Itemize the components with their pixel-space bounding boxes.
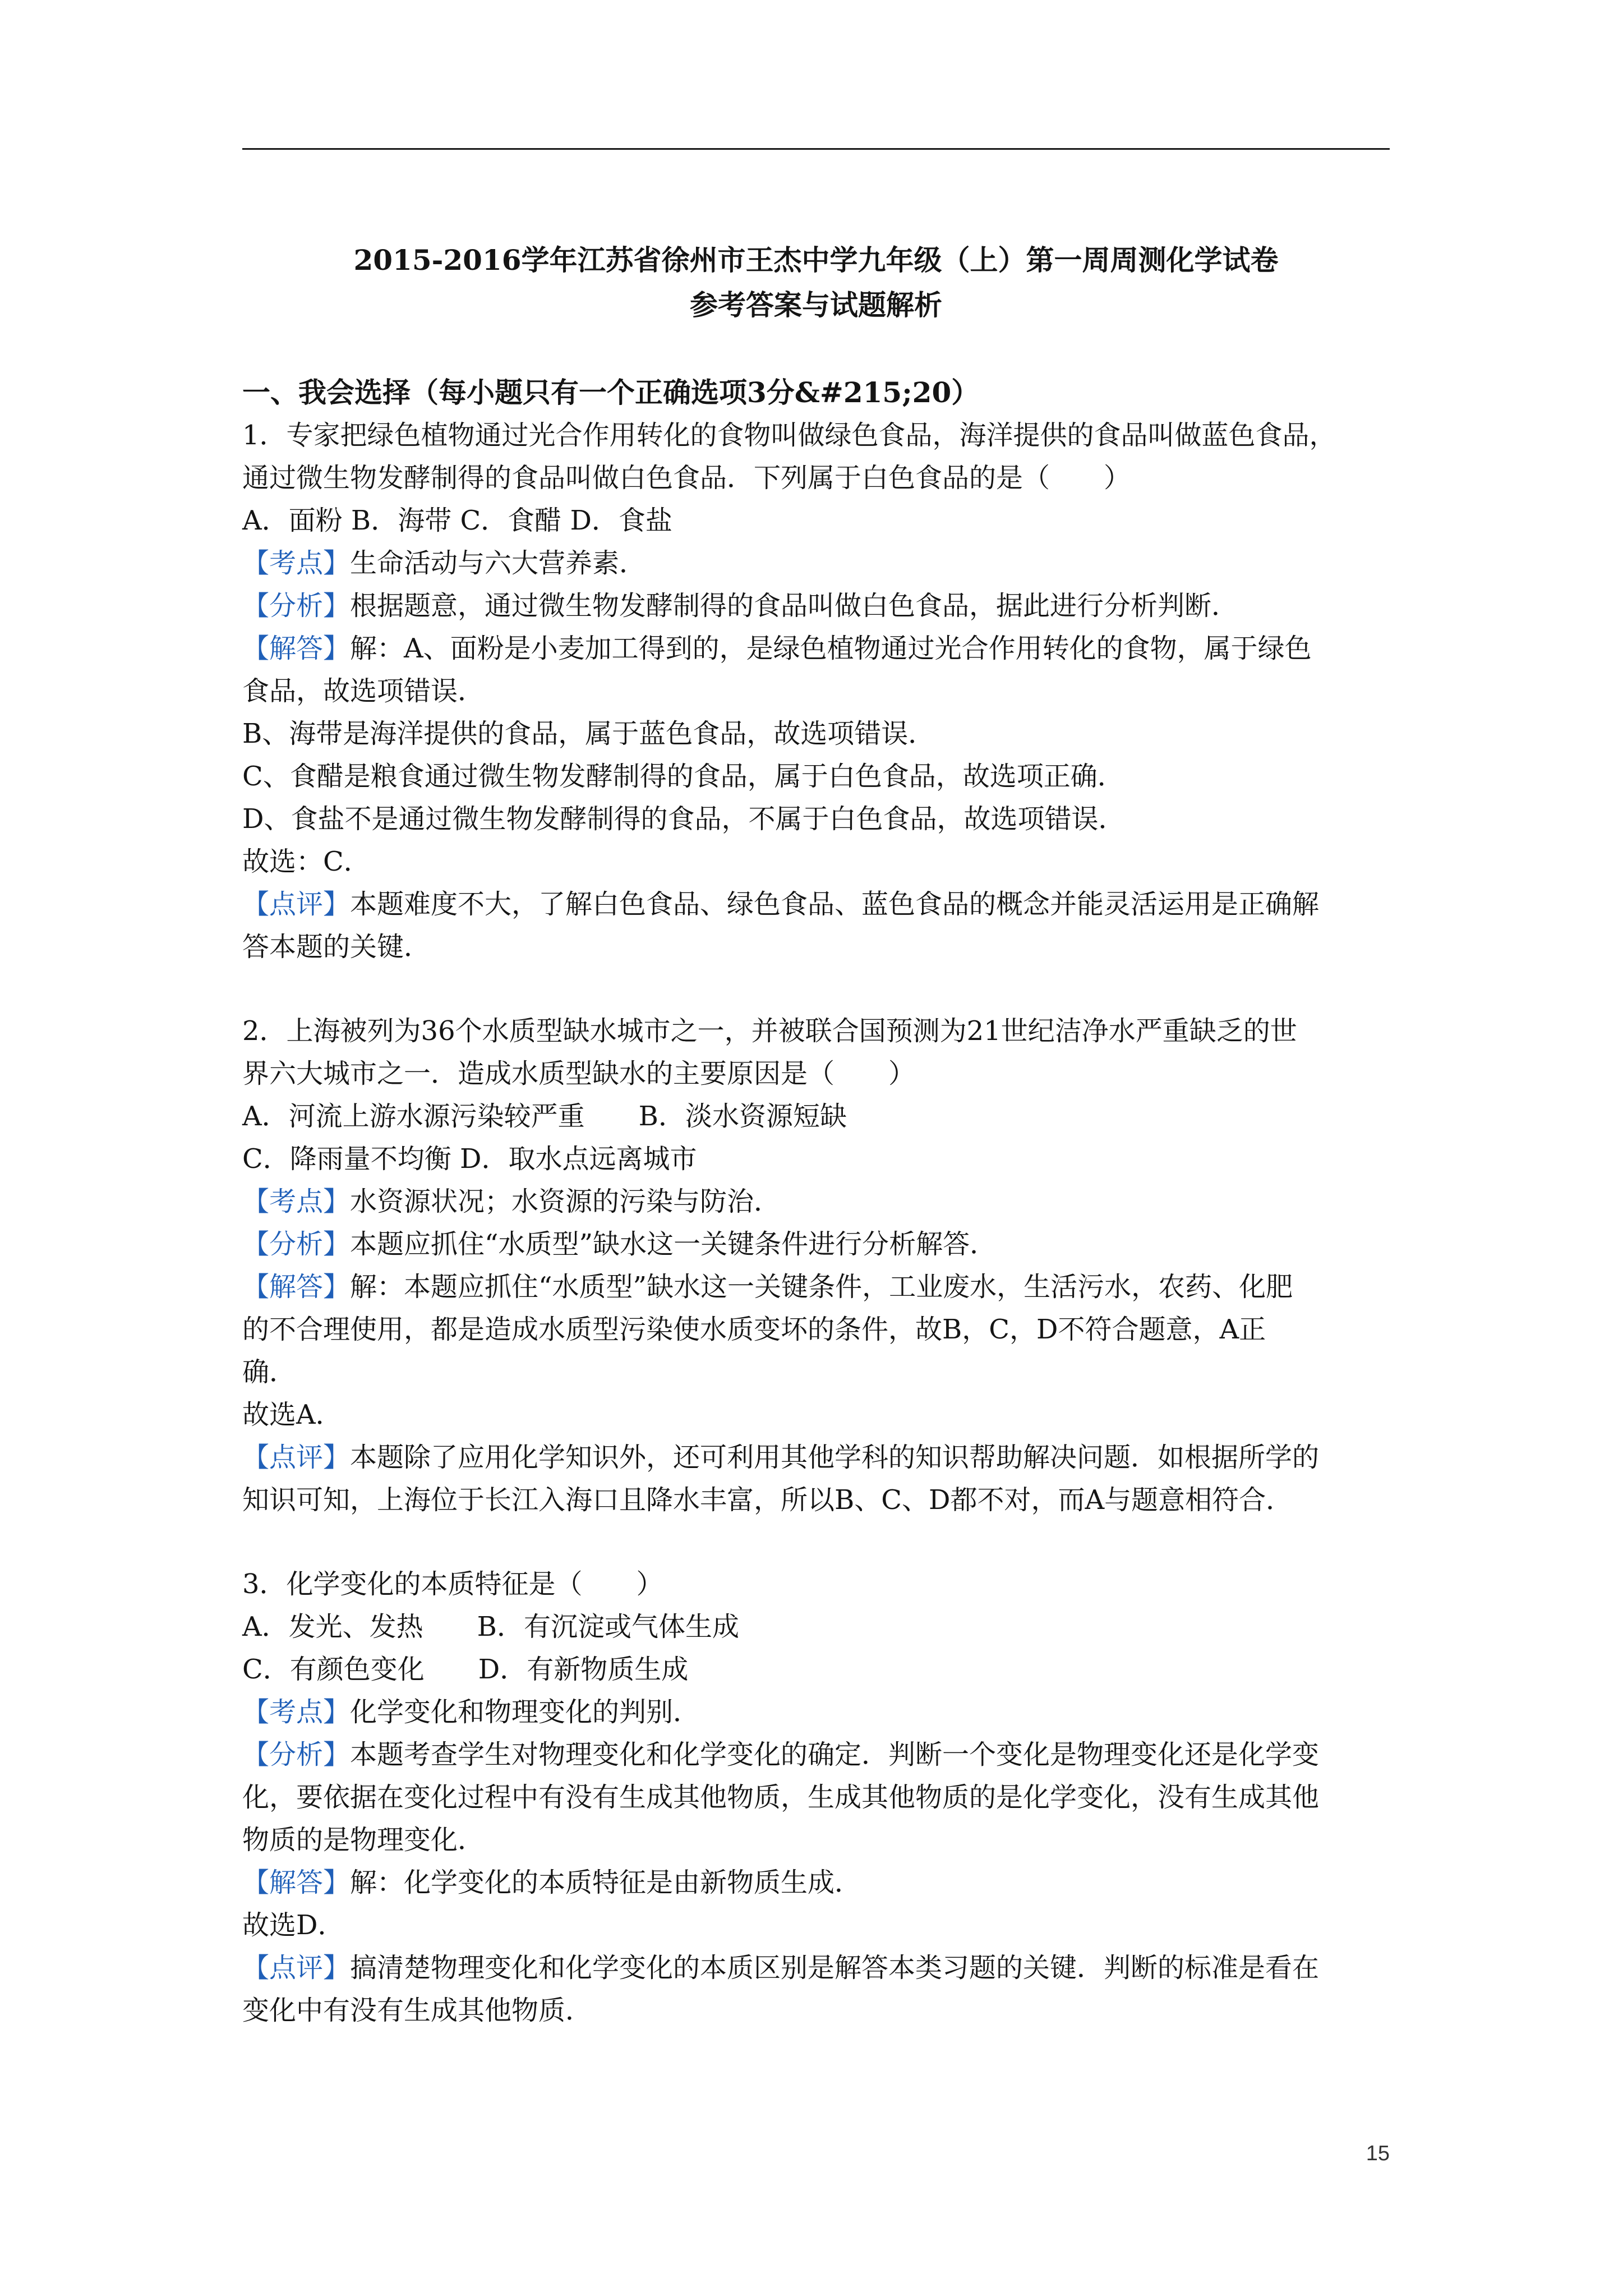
question-stem-line: 界六大城市之一．造成水质型缺水的主要原因是（ ） [242, 1058, 916, 1089]
fenxi-line [242, 1733, 1390, 1776]
jieda-line [242, 1861, 1390, 1904]
document-body [242, 371, 1390, 2073]
question-options: C．降雨量不均衡 D．取水点远离城市 [242, 1143, 697, 1175]
fenxi-tag: 【分析】 [242, 1739, 351, 1770]
kaodian-line [242, 1180, 1390, 1223]
jieda-text: D、食盐不是通过微生物发酵制得的食品，不属于白色食品，故选项错误． [242, 803, 1126, 835]
kaodian-tag: 【考点】 [242, 1696, 351, 1728]
dianping-text: 知识可知，上海位于长江入海口且降水丰富，所以B、C、D都不对，而A与题意相符合． [242, 1484, 1293, 1516]
kaodian-tag: 【考点】 [242, 1186, 351, 1217]
fenxi-text: 本题考查学生对物理变化和化学变化的确定．判断一个变化是物理变化还是化学变 [350, 1739, 1320, 1770]
kaodian-tag: 【考点】 [242, 547, 351, 579]
jieda-text: 解：化学变化的本质特征是由新物质生成． [350, 1867, 862, 1898]
jieda-tag: 【解答】 [242, 1271, 351, 1303]
answer-line: 故选A． [242, 1399, 343, 1430]
fenxi-text: 化，要依据在变化过程中有没有生成其他物质，生成其他物质的是化学变化，没有生成其他 [242, 1782, 1320, 1813]
question-stem-line: 1．专家把绿色植物通过光合作用转化的食物叫做绿色食品，海洋提供的食品叫做蓝色食品， [242, 420, 1336, 451]
dianping-text: 变化中有没有生成其他物质． [242, 1995, 593, 2026]
fenxi-tag: 【分析】 [242, 590, 351, 622]
question-options: A．河流上游水源污染较严重 B．淡水资源短缺 [242, 1101, 847, 1132]
fenxi-tag: 【分析】 [242, 1228, 351, 1260]
question-options: A．发光、发热 B．有沉淀或气体生成 [242, 1611, 739, 1642]
question-stem-line: 3．化学变化的本质特征是（ ） [242, 1568, 663, 1600]
question-1 [242, 414, 1390, 968]
fenxi-text: 根据题意，通过微生物发酵制得的食品叫做白色食品，据此进行分析判断． [350, 590, 1239, 622]
question-options: C．有颜色变化 D．有新物质生成 [242, 1654, 689, 1685]
kaodian-text: 水资源状况；水资源的污染与防治． [350, 1186, 781, 1217]
jieda-line [242, 1266, 1390, 1308]
kaodian-text: 生命活动与六大营养素． [350, 547, 647, 579]
section-heading: 一、我会选择（每小题只有一个正确选项3分&#215;20） [242, 376, 980, 409]
question-stem-line: 通过微生物发酵制得的食品叫做白色食品．下列属于白色食品的是（ ） [242, 462, 1131, 494]
dianping-text: 本题除了应用化学知识外，还可利用其他学科的知识帮助解决问题．如根据所学的 [350, 1442, 1320, 1473]
jieda-text: 的不合理使用，都是造成水质型污染使水质变坏的条件，故B，C，D不符合题意，A正 [242, 1314, 1266, 1345]
dianping-line [242, 883, 1390, 926]
dianping-text: 搞清楚物理变化和化学变化的本质区别是解答本类习题的关键．判断的标准是看在 [350, 1952, 1320, 1984]
fenxi-line [242, 1223, 1390, 1266]
dianping-line [242, 1436, 1390, 1479]
fenxi-line [242, 585, 1390, 627]
jieda-text: C、食醋是粮食通过微生物发酵制得的食品，属于白色食品，故选项正确． [242, 761, 1124, 792]
jieda-text: 解：本题应抓住“水质型”缺水这一关键条件，工业废水，生活污水，农药、化肥 [350, 1271, 1293, 1303]
jieda-line [242, 627, 1390, 670]
fenxi-text: 物质的是物理变化． [242, 1824, 485, 1856]
answer-line: 故选D． [242, 1910, 345, 1941]
dianping-text: 答本题的关键． [242, 931, 431, 963]
kaodian-text: 化学变化和物理变化的判别． [350, 1696, 700, 1728]
kaodian-line [242, 1691, 1390, 1733]
jieda-tag: 【解答】 [242, 1867, 351, 1898]
question-3 [242, 1563, 1390, 2032]
jieda-text: 确． [242, 1356, 297, 1388]
header-rule [242, 148, 1390, 150]
jieda-text: B、海带是海洋提供的食品，属于蓝色食品，故选项错误． [242, 718, 935, 749]
dianping-line [242, 1947, 1390, 1989]
question-stem-line: 2．上海被列为36个水质型缺水城市之一，并被联合国预测为21世纪洁净水严重缺乏的世 [242, 1015, 1297, 1047]
dianping-tag: 【点评】 [242, 889, 351, 920]
dianping-text: 本题难度不大，了解白色食品、绿色食品、蓝色食品的概念并能灵活运用是正确解 [350, 889, 1320, 920]
fenxi-text: 本题应抓住“水质型”缺水这一关键条件进行分析解答． [350, 1228, 997, 1260]
kaodian-line [242, 542, 1390, 585]
page-number: 15 [1366, 2142, 1390, 2165]
jieda-tag: 【解答】 [242, 633, 351, 664]
dianping-tag: 【点评】 [242, 1952, 351, 1984]
jieda-text: 解：A、面粉是小麦加工得到的，是绿色植物通过光合作用转化的食物，属于绿色 [350, 633, 1312, 664]
dianping-tag: 【点评】 [242, 1442, 351, 1473]
answer-line: 故选：C． [242, 846, 371, 877]
page-subtitle: 参考答案与试题解析 [690, 288, 942, 321]
question-options: A．面粉 B．海带 C．食醋 D．食盐 [242, 505, 672, 536]
question-2 [242, 1010, 1390, 1521]
jieda-text: 食品，故选项错误． [242, 675, 485, 707]
page-title: 2015-2016学年江苏省徐州市王杰中学九年级（上）第一周周测化学试卷 [353, 243, 1279, 277]
